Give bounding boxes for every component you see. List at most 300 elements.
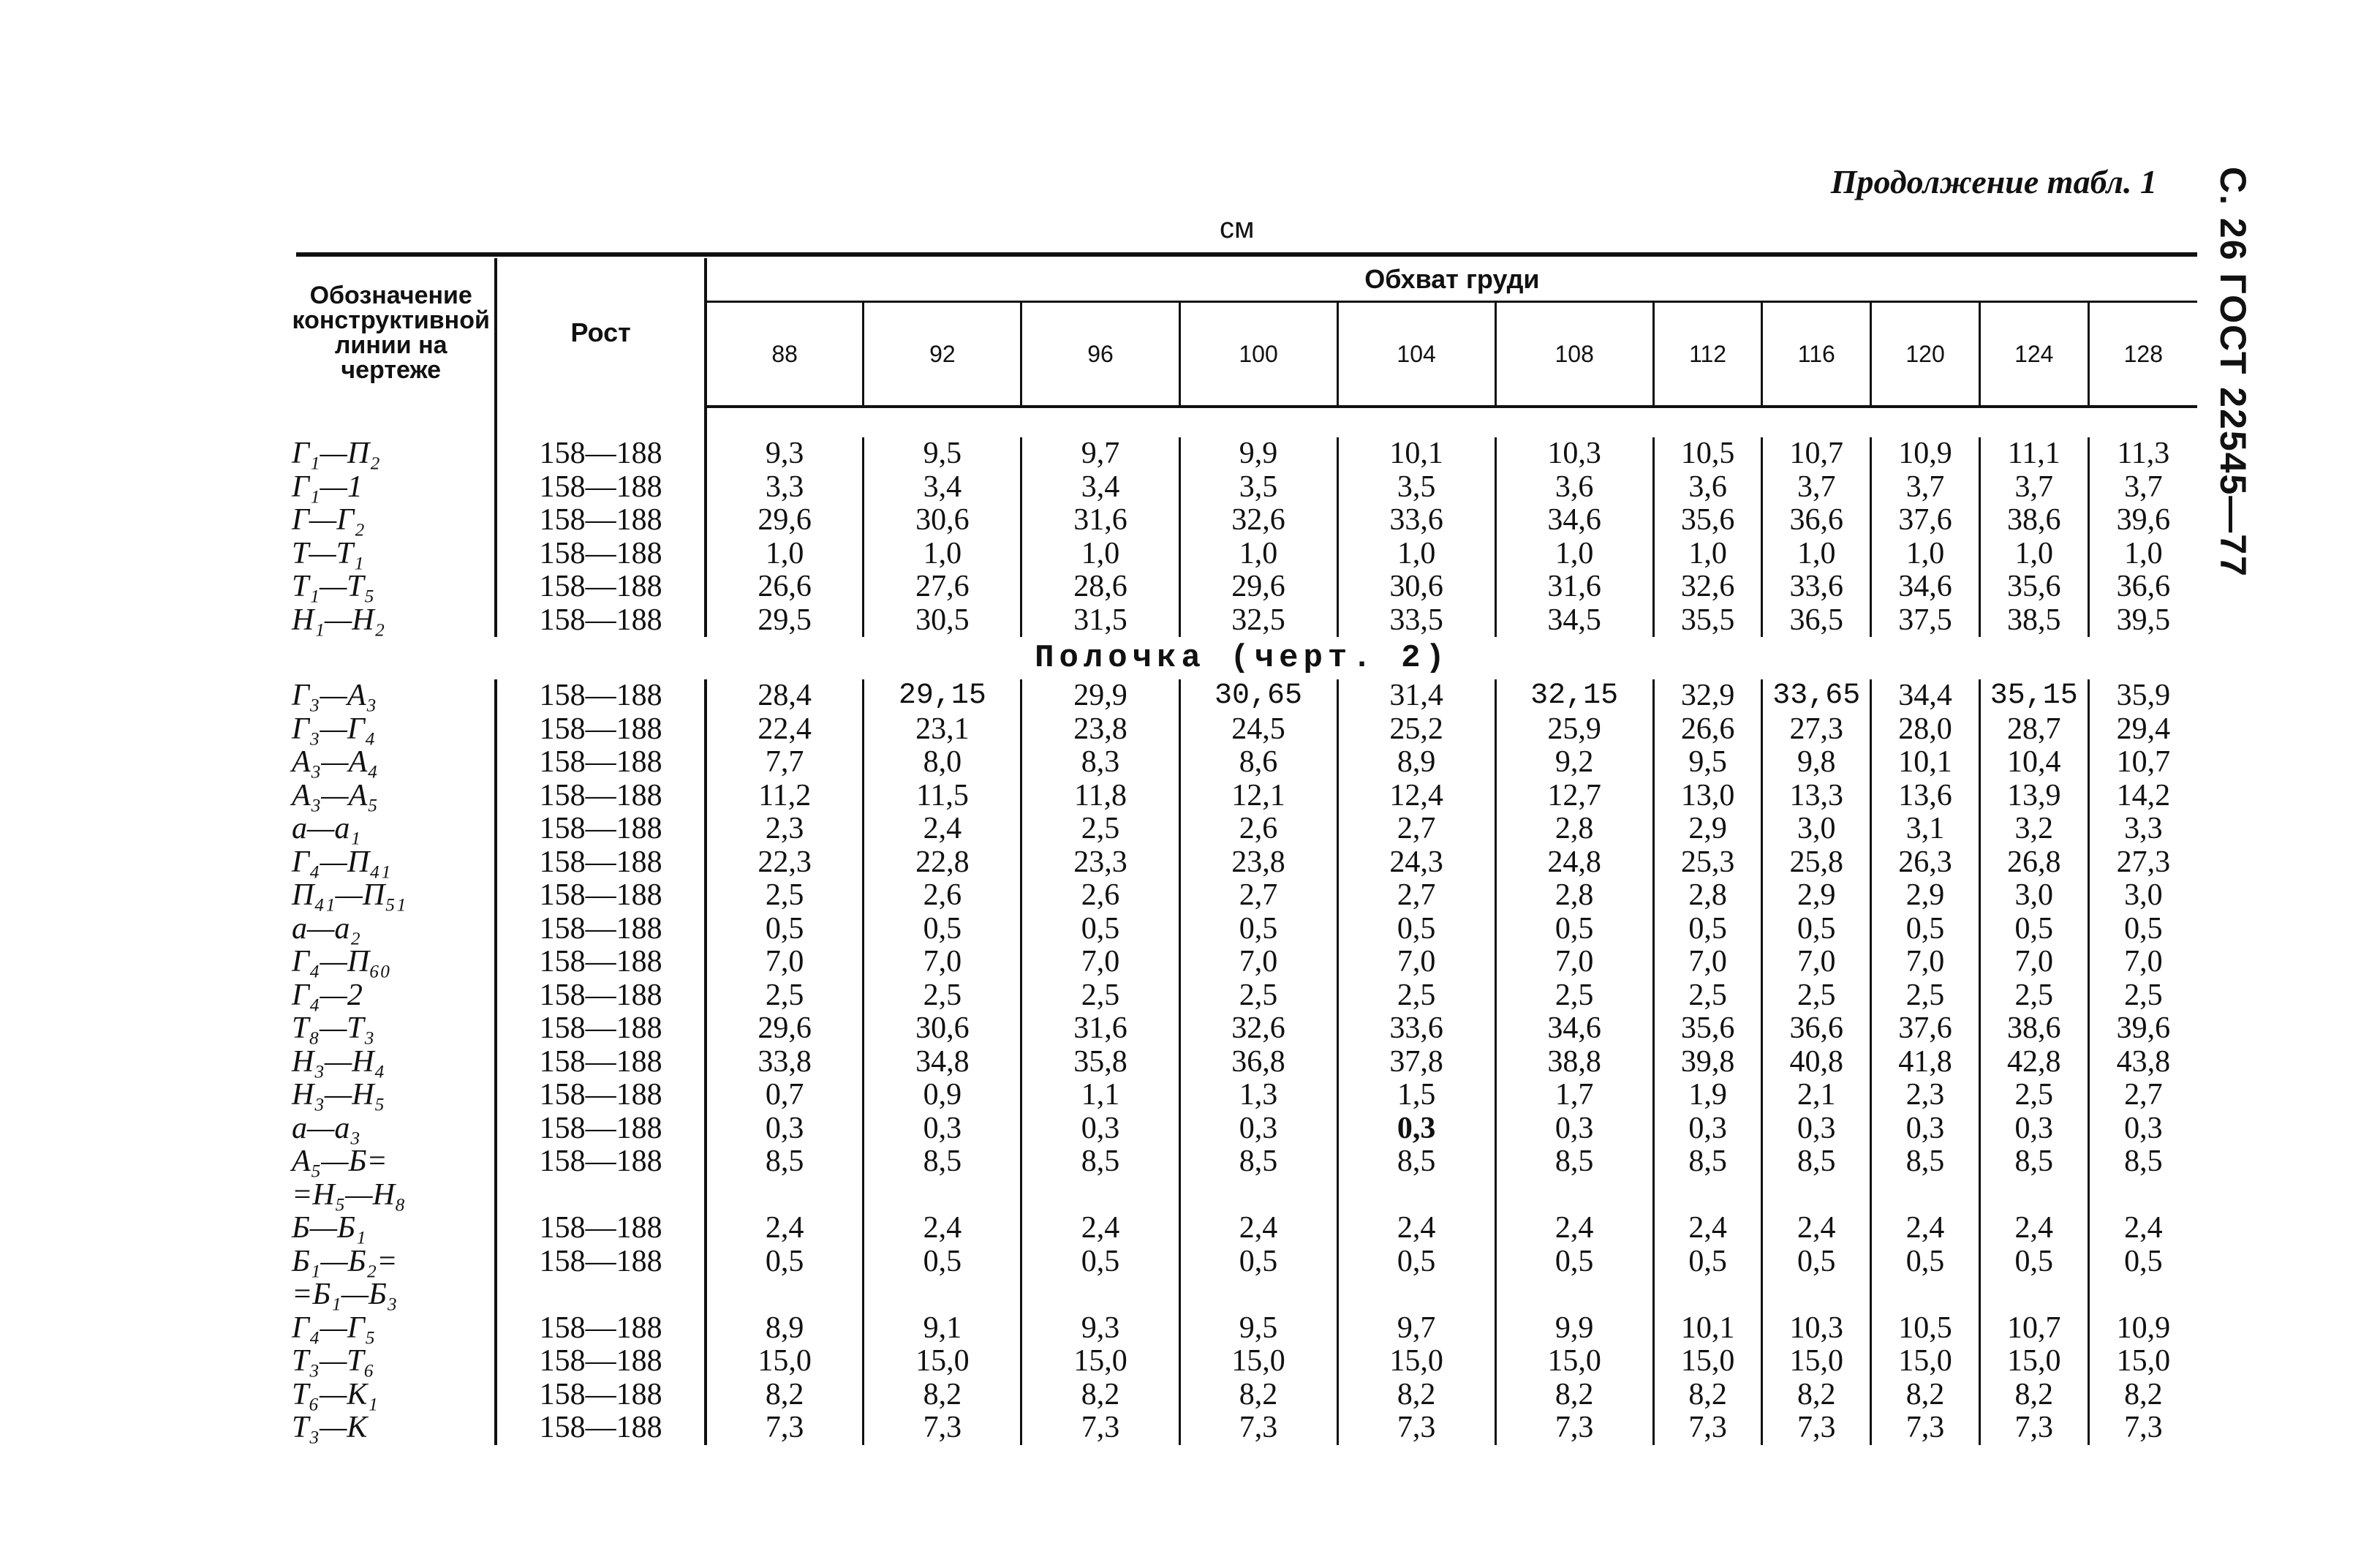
cell-girth-128: 1,0 (2088, 538, 2197, 571)
cell-girth-96: 2,5 (1021, 812, 1179, 846)
row-height-range: 158—188 (496, 604, 705, 638)
cell-girth-108: 3,6 (1495, 471, 1653, 505)
cell-girth-92: 2,6 (864, 879, 1021, 913)
row-height-range: 158—188 (496, 679, 705, 713)
cell-girth-120: 3,1 (1871, 812, 1980, 846)
column-header-88: 88 (706, 302, 864, 407)
cell-girth-120: 2,5 (1871, 979, 1980, 1013)
cell-girth-104: 33,6 (1337, 504, 1495, 538)
row-height-range: 158—188 (496, 570, 705, 604)
cell-girth-96: 31,6 (1021, 1012, 1179, 1046)
header-height: Рост (496, 258, 705, 407)
cell-girth-104: 2,4 (1337, 1212, 1495, 1245)
cell-girth-124: 38,5 (1979, 604, 2088, 638)
cell-girth-120: 37,6 (1871, 504, 1980, 538)
cell-girth-100: 32,5 (1179, 604, 1337, 638)
row-height-range: 158—188 (496, 713, 705, 747)
cell-girth-92: 9,5 (864, 437, 1021, 471)
row-height-range: 158—188 (496, 1079, 705, 1112)
cell-girth-104: 2,5 (1337, 979, 1495, 1013)
cell-girth-104: 30,6 (1337, 570, 1495, 604)
row-line-designation: Г₃—А₃ (287, 679, 496, 713)
cell-girth-104: 1,0 (1337, 538, 1495, 571)
cell-girth-112: 15,0 (1653, 1345, 1762, 1379)
cell-girth-108: 2,8 (1495, 879, 1653, 913)
cell-girth-92: 22,8 (864, 846, 1021, 880)
cell-girth-100: 8,5 (1179, 1145, 1337, 1179)
row-line-designation: =Б₁—Б₃ (287, 1278, 496, 1312)
cell-girth-112: 1,9 (1653, 1079, 1762, 1112)
table-row (287, 780, 2197, 813)
cell-girth-116: 7,0 (1762, 946, 1871, 979)
cell-girth-116: 9,8 (1762, 746, 1871, 780)
cell-girth-104: 8,9 (1337, 746, 1495, 780)
cell-girth-116: 36,6 (1762, 1012, 1871, 1046)
cell-girth-124: 0,5 (1979, 1245, 2088, 1279)
cell-girth-116: 27,3 (1762, 713, 1871, 747)
row-height-range (496, 1278, 705, 1312)
cell-girth-124: 3,7 (1979, 471, 2088, 505)
cell-girth-120: 8,2 (1871, 1379, 1980, 1412)
cell-girth-116: 40,8 (1762, 1046, 1871, 1079)
cell-girth-100: 23,8 (1179, 846, 1337, 880)
cell-girth-128: 7,3 (2088, 1411, 2197, 1445)
cell-girth-104: 7,0 (1337, 946, 1495, 979)
cell-girth-128: 11,3 (2088, 437, 2197, 471)
cell-girth-116: 3,7 (1762, 471, 1871, 505)
cell-girth-108: 2,4 (1495, 1212, 1653, 1245)
header-line-designation: Обозначение конструктивной линии на чертеже (287, 258, 496, 407)
cell-girth-124: 3,2 (1979, 812, 2088, 846)
cell-girth-128: 15,0 (2088, 1345, 2197, 1379)
cell-girth-88 (706, 1278, 864, 1312)
cell-girth-116: 33,65 (1762, 679, 1871, 713)
cell-girth-96: 7,3 (1021, 1411, 1179, 1445)
cell-girth-124: 10,4 (1979, 746, 2088, 780)
cell-girth-92: 34,8 (864, 1046, 1021, 1079)
table-row (287, 604, 2197, 638)
cell-girth-116: 36,6 (1762, 504, 1871, 538)
cell-girth-112: 13,0 (1653, 780, 1762, 813)
cell-girth-104: 33,5 (1337, 604, 1495, 638)
table-row (287, 1145, 2197, 1179)
cell-girth-104: 12,4 (1337, 780, 1495, 813)
cell-girth-104: 0,5 (1337, 1245, 1495, 1279)
column-header-108: 108 (1495, 302, 1653, 407)
cell-girth-120: 10,9 (1871, 437, 1980, 471)
cell-girth-112: 2,9 (1653, 812, 1762, 846)
table-row (287, 746, 2197, 780)
cell-girth-120: 15,0 (1871, 1345, 1980, 1379)
cell-girth-100: 0,3 (1179, 1112, 1337, 1146)
cell-girth-104: 7,3 (1337, 1411, 1495, 1445)
cell-girth-88: 7,0 (765, 945, 804, 979)
cell-girth-116: 36,5 (1762, 604, 1871, 638)
cell-girth-92: 2,4 (864, 812, 1021, 846)
cell-girth-92: 0,5 (864, 913, 1021, 946)
cell-girth-128: 2,4 (2088, 1212, 2197, 1245)
cell-girth-88: 11,2 (758, 778, 812, 812)
cell-girth-124: 7,3 (1979, 1411, 2088, 1445)
row-height-range: 158—188 (496, 1012, 705, 1046)
cell-girth-100: 1,0 (1179, 538, 1337, 571)
cell-girth-108: 7,3 (1495, 1411, 1653, 1445)
table-row (287, 1379, 2197, 1412)
row-line-designation: Н₃—Н₅ (287, 1079, 496, 1112)
cell-girth-92: 7,0 (864, 946, 1021, 979)
cell-girth-92: 15,0 (864, 1345, 1021, 1379)
cell-girth-92 (864, 1278, 1021, 1312)
cell-girth-108: 12,7 (1495, 780, 1653, 813)
cell-girth-92: 0,3 (864, 1112, 1021, 1146)
table-row (287, 437, 2197, 471)
cell-girth-88: 3,3 (765, 470, 804, 504)
cell-girth-108: 34,6 (1495, 504, 1653, 538)
cell-girth-88: 7,7 (765, 745, 804, 780)
cell-girth-112: 3,6 (1653, 471, 1762, 505)
cell-girth-96: 23,3 (1021, 846, 1179, 880)
row-line-designation: Т₃—К (287, 1411, 496, 1445)
cell-girth-88: 0,3 (765, 1111, 804, 1145)
cell-girth-96: 8,2 (1021, 1379, 1179, 1412)
cell-girth-88: 9,3 (765, 437, 804, 471)
cell-girth-96: 29,9 (1021, 679, 1179, 713)
cell-girth-108: 10,3 (1495, 437, 1653, 471)
row-line-designation: Г₄—П₆₀ (287, 946, 496, 979)
cell-girth-120: 37,6 (1871, 1012, 1980, 1046)
cell-girth-120: 2,3 (1871, 1079, 1980, 1112)
cell-girth-112: 32,9 (1653, 679, 1762, 713)
cell-girth-96: 8,3 (1021, 746, 1179, 780)
cell-girth-100: 3,5 (1179, 471, 1337, 505)
cell-girth-96 (1021, 1278, 1179, 1312)
cell-girth-88: 2,5 (765, 978, 804, 1012)
cell-girth-92: 0,9 (864, 1079, 1021, 1112)
measurement-table (287, 258, 2197, 1445)
cell-girth-92: 2,4 (864, 1212, 1021, 1245)
cell-girth-104 (1337, 1278, 1495, 1312)
cell-girth-124: 38,6 (1979, 1012, 2088, 1046)
cell-girth-120: 3,7 (1871, 471, 1980, 505)
cell-girth-92: 8,2 (864, 1379, 1021, 1412)
cell-girth-128: 3,3 (2088, 812, 2197, 846)
cell-girth-108: 15,0 (1495, 1345, 1653, 1379)
cell-girth-104: 2,7 (1337, 812, 1495, 846)
cell-girth-92: 8,0 (864, 746, 1021, 780)
row-line-designation: П₄₁—П₅₁ (287, 879, 496, 913)
cell-girth-112: 0,5 (1653, 913, 1762, 946)
cell-girth-116 (1762, 1179, 1871, 1213)
cell-girth-96 (1021, 1179, 1179, 1213)
cell-girth-112 (1653, 1179, 1762, 1213)
cell-girth-128: 7,0 (2088, 946, 2197, 979)
cell-girth-104: 24,3 (1337, 846, 1495, 880)
cell-girth-92: 3,4 (864, 471, 1021, 505)
cell-girth-100: 2,5 (1179, 979, 1337, 1013)
cell-girth-92: 0,5 (864, 1245, 1021, 1279)
cell-girth-100: 8,6 (1179, 746, 1337, 780)
cell-girth-92: 7,3 (864, 1411, 1021, 1445)
cell-girth-124: 7,0 (1979, 946, 2088, 979)
cell-girth-88: 33,8 (758, 1044, 812, 1079)
cell-girth-116: 3,0 (1762, 812, 1871, 846)
cell-girth-104: 8,5 (1337, 1145, 1495, 1179)
cell-girth-128: 0,3 (2088, 1112, 2197, 1146)
cell-girth-96: 11,8 (1021, 780, 1179, 813)
cell-girth-100: 24,5 (1179, 713, 1337, 747)
table-row (287, 679, 2197, 713)
cell-girth-104: 9,7 (1337, 1312, 1495, 1346)
cell-girth-96: 2,5 (1021, 979, 1179, 1013)
cell-girth-128: 2,5 (2088, 979, 2197, 1013)
cell-girth-108: 31,6 (1495, 570, 1653, 604)
cell-girth-112: 2,4 (1653, 1212, 1762, 1245)
row-line-designation: а—а₂ (287, 913, 496, 946)
cell-girth-100: 36,8 (1179, 1046, 1337, 1079)
table-row (287, 1179, 2197, 1213)
cell-girth-92: 30,6 (864, 1012, 1021, 1046)
cell-girth-116: 25,8 (1762, 846, 1871, 880)
cell-girth-112: 1,0 (1653, 538, 1762, 571)
cell-girth-116: 33,6 (1762, 570, 1871, 604)
cell-girth-88: 0,7 (765, 1078, 804, 1112)
row-line-designation: Г₄—П₄₁ (287, 846, 496, 880)
cell-girth-112: 8,5 (1653, 1145, 1762, 1179)
cell-girth-88: 7,3 (765, 1411, 804, 1445)
cell-girth-100: 29,6 (1179, 570, 1337, 604)
cell-girth-128: 43,8 (2088, 1046, 2197, 1079)
cell-girth-108: 8,2 (1495, 1379, 1653, 1412)
cell-girth-100: 30,65 (1179, 679, 1337, 713)
cell-girth-124: 2,5 (1979, 979, 2088, 1013)
cell-girth-116: 13,3 (1762, 780, 1871, 813)
cell-girth-104: 31,4 (1337, 679, 1495, 713)
cell-girth-96: 2,6 (1021, 879, 1179, 913)
top-rule (296, 252, 2197, 257)
row-height-range (496, 1179, 705, 1213)
column-header-112: 112 (1653, 302, 1762, 407)
cell-girth-96: 9,7 (1021, 437, 1179, 471)
cell-girth-100: 32,6 (1179, 1012, 1337, 1046)
cell-girth-112: 10,1 (1653, 1312, 1762, 1346)
cell-girth-124: 13,9 (1979, 780, 2088, 813)
cell-girth-112: 39,8 (1653, 1046, 1762, 1079)
cell-girth-108 (1495, 1179, 1653, 1213)
cell-girth-116: 2,1 (1762, 1079, 1871, 1112)
cell-girth-96: 1,0 (1021, 538, 1179, 571)
table-row (287, 570, 2197, 604)
cell-girth-112: 2,5 (1653, 979, 1762, 1013)
cell-girth-96: 28,6 (1021, 570, 1179, 604)
cell-girth-108: 24,8 (1495, 846, 1653, 880)
cell-girth-120: 2,9 (1871, 879, 1980, 913)
row-line-designation: Г₁—1 (287, 471, 496, 505)
cell-girth-120: 1,0 (1871, 538, 1980, 571)
cell-girth-116 (1762, 1278, 1871, 1312)
cell-girth-120: 26,3 (1871, 846, 1980, 880)
row-height-range: 158—188 (496, 846, 705, 880)
table-row (287, 812, 2197, 846)
cell-girth-112: 32,6 (1653, 570, 1762, 604)
cell-girth-96: 0,5 (1021, 913, 1179, 946)
cell-girth-112: 35,6 (1653, 504, 1762, 538)
cell-girth-100: 2,7 (1179, 879, 1337, 913)
cell-girth-128: 3,0 (2088, 879, 2197, 913)
cell-girth-116: 2,9 (1762, 879, 1871, 913)
row-height-range: 158—188 (496, 1046, 705, 1079)
cell-girth-112: 25,3 (1653, 846, 1762, 880)
cell-girth-88: 28,4 (758, 679, 812, 713)
cell-girth-88: 8,9 (765, 1311, 804, 1345)
row-height-range: 158—188 (496, 946, 705, 979)
cell-girth-104: 0,3 (1337, 1112, 1495, 1146)
table-row (287, 879, 2197, 913)
cell-girth-128: 35,9 (2088, 679, 2197, 713)
table-row (287, 1411, 2197, 1445)
table-row (287, 1278, 2197, 1312)
cell-girth-112: 8,2 (1653, 1379, 1762, 1412)
cell-girth-108: 34,6 (1495, 1012, 1653, 1046)
row-height-range: 158—188 (496, 504, 705, 538)
column-header-128: 128 (2088, 302, 2197, 407)
header-chest-girth: Обхват груди (706, 258, 2197, 302)
cell-girth-120: 10,5 (1871, 1312, 1980, 1346)
cell-girth-88: 2,3 (765, 812, 804, 846)
cell-girth-116: 15,0 (1762, 1345, 1871, 1379)
row-line-designation: А₅—Б= (287, 1145, 496, 1179)
cell-girth-120 (1871, 1179, 1980, 1213)
cell-girth-96: 2,4 (1021, 1212, 1179, 1245)
cell-girth-108: 25,9 (1495, 713, 1653, 747)
cell-girth-92: 1,0 (864, 538, 1021, 571)
cell-girth-128: 8,5 (2088, 1145, 2197, 1179)
row-line-designation: Г₁—П₂ (287, 437, 496, 471)
cell-girth-108: 34,5 (1495, 604, 1653, 638)
row-height-range: 158—188 (496, 879, 705, 913)
cell-girth-108: 32,15 (1495, 679, 1653, 713)
cell-girth-120: 37,5 (1871, 604, 1980, 638)
column-header-104: 104 (1337, 302, 1495, 407)
cell-girth-116: 1,0 (1762, 538, 1871, 571)
cell-girth-128: 10,9 (2088, 1312, 2197, 1346)
cell-girth-88: 29,6 (758, 503, 812, 538)
row-line-designation: Т₁—Т₅ (287, 570, 496, 604)
table-row (287, 1345, 2197, 1379)
cell-girth-100: 2,4 (1179, 1212, 1337, 1245)
table-row (287, 1212, 2197, 1245)
row-height-range: 158—188 (496, 1312, 705, 1346)
row-line-designation: Г₃—Г₄ (287, 713, 496, 747)
cell-girth-96: 0,5 (1021, 1245, 1179, 1279)
row-height-range: 158—188 (496, 1245, 705, 1279)
table-row (287, 979, 2197, 1013)
cell-girth-128: 0,5 (2088, 1245, 2197, 1279)
row-line-designation: Г₄—Г₅ (287, 1312, 496, 1346)
cell-girth-104: 37,8 (1337, 1046, 1495, 1079)
cell-girth-108: 2,5 (1495, 979, 1653, 1013)
table-row (287, 913, 2197, 946)
cell-girth-92: 29,15 (864, 679, 1021, 713)
row-height-range: 158—188 (496, 1212, 705, 1245)
cell-girth-96: 31,6 (1021, 504, 1179, 538)
row-line-designation: Г₄—2 (287, 979, 496, 1013)
cell-girth-100: 9,5 (1179, 1312, 1337, 1346)
column-header-116: 116 (1762, 302, 1871, 407)
table-row (287, 946, 2197, 979)
cell-girth-92: 30,5 (864, 604, 1021, 638)
table-row (287, 538, 2197, 571)
cell-girth-108: 9,9 (1495, 1312, 1653, 1346)
cell-girth-104: 25,2 (1337, 713, 1495, 747)
cell-girth-116: 7,3 (1762, 1411, 1871, 1445)
cell-girth-96: 7,0 (1021, 946, 1179, 979)
cell-girth-128: 39,5 (2088, 604, 2197, 638)
cell-girth-116: 0,3 (1762, 1112, 1871, 1146)
cell-girth-100: 1,3 (1179, 1079, 1337, 1112)
row-height-range: 158—188 (496, 1379, 705, 1412)
spacer-row (287, 407, 2197, 437)
cell-girth-120: 34,4 (1871, 679, 1980, 713)
cell-girth-128: 39,6 (2088, 504, 2197, 538)
cell-girth-112: 0,5 (1653, 1245, 1762, 1279)
cell-girth-108: 2,8 (1495, 812, 1653, 846)
cell-girth-104 (1337, 1179, 1495, 1213)
cell-girth-124 (1979, 1179, 2088, 1213)
column-header-120: 120 (1871, 302, 1980, 407)
cell-girth-88: 8,2 (765, 1377, 804, 1411)
cell-girth-100: 0,5 (1179, 913, 1337, 946)
table-row (287, 471, 2197, 505)
cell-girth-116: 0,5 (1762, 913, 1871, 946)
cell-girth-124: 26,8 (1979, 846, 2088, 880)
cell-girth-124: 35,6 (1979, 570, 2088, 604)
cell-girth-124: 2,5 (1979, 1079, 2088, 1112)
cell-girth-104: 15,0 (1337, 1345, 1495, 1379)
row-height-range: 158—188 (496, 437, 705, 471)
cell-girth-124: 28,7 (1979, 713, 2088, 747)
cell-girth-120: 13,6 (1871, 780, 1980, 813)
table-row (287, 713, 2197, 747)
cell-girth-128: 14,2 (2088, 780, 2197, 813)
table-row (287, 1312, 2197, 1346)
cell-girth-104: 3,5 (1337, 471, 1495, 505)
cell-girth-88: 22,3 (758, 845, 812, 879)
cell-girth-116: 0,5 (1762, 1245, 1871, 1279)
cell-girth-128: 27,3 (2088, 846, 2197, 880)
cell-girth-96: 35,8 (1021, 1046, 1179, 1079)
continuation-caption: Продолжение табл. 1 (1830, 163, 2157, 200)
cell-girth-96: 9,3 (1021, 1312, 1179, 1346)
cell-girth-120: 28,0 (1871, 713, 1980, 747)
table-row (287, 1012, 2197, 1046)
cell-girth-108: 1,0 (1495, 538, 1653, 571)
table-row (287, 1112, 2197, 1146)
cell-girth-128: 10,7 (2088, 746, 2197, 780)
cell-girth-92: 23,1 (864, 713, 1021, 747)
cell-girth-128 (2088, 1278, 2197, 1312)
row-line-designation: =Н₅—Н₈ (287, 1179, 496, 1213)
cell-girth-124: 11,1 (1979, 437, 2088, 471)
cell-girth-128: 36,6 (2088, 570, 2197, 604)
cell-girth-96: 8,5 (1021, 1145, 1179, 1179)
cell-girth-88: 29,6 (758, 1011, 812, 1046)
cell-girth-120: 0,5 (1871, 1245, 1980, 1279)
table-row (287, 846, 2197, 880)
cell-girth-124: 8,5 (1979, 1145, 2088, 1179)
cell-girth-104: 2,7 (1337, 879, 1495, 913)
cell-girth-108: 0,5 (1495, 1245, 1653, 1279)
cell-girth-120: 2,4 (1871, 1212, 1980, 1245)
